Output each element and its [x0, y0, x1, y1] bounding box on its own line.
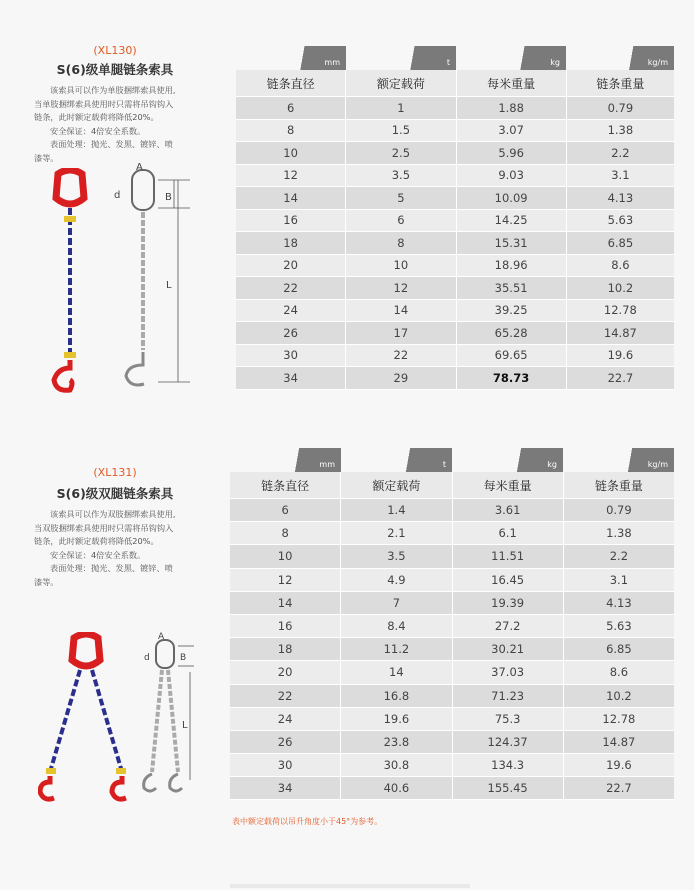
table-cell: 155.45 — [453, 777, 564, 799]
table-cell: 19.39 — [453, 592, 564, 614]
double-leg-chain-image — [38, 632, 138, 812]
table-row — [230, 569, 674, 592]
single-leg-diagram — [108, 160, 198, 395]
desc-line: 漆等。 — [34, 576, 59, 587]
table-cell: 16.8 — [341, 685, 452, 707]
diagram-label-d: d — [144, 653, 150, 663]
header-cell: 每米重量 — [453, 472, 564, 498]
table-row — [236, 120, 674, 143]
table-cell: 5.96 — [457, 142, 567, 164]
table-cell: 5.63 — [606, 619, 632, 634]
table-cell: 24 — [236, 300, 346, 322]
table-cell: 65.28 — [457, 322, 567, 344]
single-leg-chain-image — [40, 168, 100, 398]
desc-line: 该索具可以作为单肢捆绑索具使用, — [50, 85, 176, 95]
table-cell: 75.3 — [453, 708, 564, 730]
diagram-label-l: L — [182, 720, 188, 731]
table-cell: 8.6 — [609, 665, 629, 680]
table-cell: 6.85 — [607, 235, 634, 250]
table-cell: 10 — [236, 142, 346, 164]
header-cell: 链条直径 — [236, 70, 346, 96]
diagram-label-a: A — [158, 632, 165, 642]
desc-line: 安全保证：4倍安全系数。 — [50, 549, 146, 560]
table-cell: 23.8 — [341, 731, 452, 753]
table-row — [230, 661, 674, 684]
desc-line: 该索具可以作为双肢捆绑索具使用, — [50, 509, 176, 519]
table-row — [236, 255, 674, 278]
table-cell: 2.1 — [341, 522, 452, 544]
table-cell: 6 — [230, 499, 341, 521]
table-cell: 26 — [230, 731, 341, 753]
table-cell: 12.78 — [602, 711, 636, 726]
table-cell: 16 — [230, 615, 341, 637]
table-cell: 14.87 — [602, 734, 636, 749]
table-cell: 14 — [341, 661, 452, 683]
product-code: (XL131) — [93, 466, 137, 479]
table-cell: 19.6 — [607, 348, 634, 363]
table-cell: 3.1 — [609, 572, 629, 587]
product-title: S(6)级单腿链条索具 — [56, 62, 174, 77]
table-cell: 19.6 — [606, 758, 632, 773]
header-cell: 链条重量 — [596, 76, 645, 91]
diagram-label-l: L — [166, 280, 172, 291]
desc-line: 漆等。 — [34, 152, 59, 163]
table-cell: 3.5 — [346, 165, 456, 187]
table-row — [230, 685, 674, 708]
table-cell: 14.25 — [457, 210, 567, 232]
desc-line: 表面处理：抛光、发黑、镀锌、喷 — [50, 139, 173, 149]
header-cell: 链条直径 — [230, 472, 341, 498]
table-cell: 14 — [346, 300, 456, 322]
table-cell: 7 — [341, 592, 452, 614]
desc-line: 当单肢捆绑索具使用时只需将吊钩钩入 — [34, 98, 174, 109]
product-code: (XL130) — [93, 44, 137, 57]
table-cell: 4.13 — [607, 190, 634, 205]
table-cell: 3.07 — [457, 120, 567, 142]
table-cell: 9.03 — [457, 165, 567, 187]
desc-line: 链条，此时额定载荷将降低20%。 — [34, 112, 159, 122]
header-cell: 链条重量 — [594, 478, 643, 493]
product-description — [34, 84, 212, 165]
product-description — [34, 508, 212, 589]
spec-table — [230, 448, 674, 800]
table-cell: 12 — [230, 569, 341, 591]
table-cell: 20 — [230, 661, 341, 683]
table-cell: 18 — [236, 232, 346, 254]
diagram-label-d: d — [114, 190, 121, 201]
table-cell: 29 — [346, 367, 456, 389]
table-cell: 2.5 — [346, 142, 456, 164]
diagram-label-b: B — [165, 192, 172, 203]
unit-kg: kg — [456, 46, 566, 70]
table-cell: 2.2 — [609, 549, 629, 564]
table-cell: 6 — [346, 210, 456, 232]
table-cell: 30 — [236, 345, 346, 367]
table-cell: 40.6 — [341, 777, 452, 799]
table-row — [236, 277, 674, 300]
table-cell: 8.4 — [341, 615, 452, 637]
table-cell: 11.51 — [453, 545, 564, 567]
table-cell: 10.2 — [606, 688, 632, 703]
unit-kgm: kg/m — [566, 46, 674, 70]
unit-row — [236, 46, 674, 70]
footer-strip — [230, 884, 470, 888]
table-row — [236, 322, 674, 345]
table-cell: 5.63 — [607, 213, 634, 228]
table-cell: 14.87 — [603, 325, 637, 340]
table-cell: 22 — [230, 685, 341, 707]
table-cell: 0.79 — [607, 100, 634, 115]
table-row — [230, 777, 674, 800]
table-cell: 1 — [346, 97, 456, 119]
table-cell: 4.13 — [606, 595, 632, 610]
table-cell: 8 — [230, 522, 341, 544]
table-cell: 16.45 — [453, 569, 564, 591]
table-row — [236, 165, 674, 188]
table-row — [236, 232, 674, 255]
table-body — [236, 97, 674, 390]
table-note: 表中额定载荷以吊升角度小于45°为参考。 — [232, 817, 383, 826]
table-cell: 3.61 — [453, 499, 564, 521]
table-row — [230, 708, 674, 731]
table-cell: 16 — [236, 210, 346, 232]
table-cell: 22 — [236, 277, 346, 299]
table-row — [236, 97, 674, 120]
table-row — [230, 615, 674, 638]
table-cell: 22.7 — [607, 370, 634, 385]
table-cell: 1.38 — [606, 526, 632, 541]
table-cell: 39.25 — [457, 300, 567, 322]
table-cell: 22 — [346, 345, 456, 367]
table-cell: 19.6 — [341, 708, 452, 730]
table-cell: 15.31 — [457, 232, 567, 254]
table-row — [236, 187, 674, 210]
table-cell: 3.5 — [341, 545, 452, 567]
header-cell: 额定载荷 — [346, 70, 456, 96]
table-row — [230, 592, 674, 615]
table-cell: 10 — [230, 545, 341, 567]
diagram-label-b: B — [180, 653, 187, 663]
table-cell: 12 — [236, 165, 346, 187]
table-cell: 26 — [236, 322, 346, 344]
section-double-leg — [0, 440, 694, 840]
table-cell: 1.88 — [457, 97, 567, 119]
table-cell: 10.2 — [607, 280, 634, 295]
table-cell: 78.73 — [457, 367, 567, 389]
table-cell: 27.2 — [453, 615, 564, 637]
table-cell: 6.85 — [606, 642, 632, 657]
table-cell: 30.21 — [453, 638, 564, 660]
table-header — [236, 70, 674, 97]
table-cell: 134.3 — [453, 754, 564, 776]
table-row — [236, 210, 674, 233]
table-cell: 1.4 — [341, 499, 452, 521]
table-cell: 34 — [236, 367, 346, 389]
desc-line: 安全保证：4倍安全系数。 — [50, 125, 146, 136]
table-cell: 10.09 — [457, 187, 567, 209]
header-cell: 每米重量 — [457, 70, 567, 96]
table-cell: 18.96 — [457, 255, 567, 277]
desc-line: 当双肢捆绑索具使用时只需将吊钩钩入 — [34, 522, 174, 533]
table-row — [230, 638, 674, 661]
table-cell: 18 — [230, 638, 341, 660]
table-cell: 3.1 — [611, 168, 630, 183]
table-cell: 24 — [230, 708, 341, 730]
table-cell: 124.37 — [453, 731, 564, 753]
table-row — [236, 142, 674, 165]
table-row — [236, 300, 674, 323]
table-cell: 12 — [346, 277, 456, 299]
section-single-leg — [0, 0, 694, 420]
table-cell: 30.8 — [341, 754, 452, 776]
table-cell: 22.7 — [606, 781, 632, 796]
table-cell: 14 — [236, 187, 346, 209]
table-row — [236, 345, 674, 368]
unit-t: t — [341, 448, 452, 472]
spec-table — [236, 46, 674, 390]
table-cell: 11.2 — [341, 638, 452, 660]
diagram-label-a: A — [136, 162, 143, 173]
product-title: S(6)级双腿链条索具 — [56, 486, 174, 501]
unit-t: t — [346, 46, 456, 70]
table-cell: 14 — [230, 592, 341, 614]
table-body — [230, 499, 674, 800]
table-row — [230, 754, 674, 777]
table-header — [230, 472, 674, 499]
unit-row — [230, 448, 674, 472]
unit-mm: mm — [230, 448, 341, 472]
table-cell: 71.23 — [453, 685, 564, 707]
table-cell: 37.03 — [453, 661, 564, 683]
table-cell: 34 — [230, 777, 341, 799]
table-cell: 8 — [346, 232, 456, 254]
table-row — [230, 522, 674, 545]
desc-line: 链条，此时额定载荷将降低20%。 — [34, 536, 159, 546]
unit-kgm: kg/m — [563, 448, 674, 472]
table-cell: 0.79 — [606, 503, 632, 518]
table-cell: 6.1 — [453, 522, 564, 544]
table-cell: 6 — [236, 97, 346, 119]
table-cell: 2.2 — [611, 145, 630, 160]
header-cell: 额定载荷 — [341, 472, 452, 498]
table-row — [236, 367, 674, 390]
table-row — [230, 545, 674, 568]
table-cell: 10 — [346, 255, 456, 277]
table-cell: 5 — [346, 187, 456, 209]
unit-mm: mm — [236, 46, 346, 70]
unit-kg: kg — [452, 448, 563, 472]
table-cell: 30 — [230, 754, 341, 776]
table-cell: 1.38 — [607, 123, 634, 138]
table-row — [230, 731, 674, 754]
table-cell: 8.6 — [611, 258, 630, 273]
table-row — [230, 499, 674, 522]
table-cell: 8 — [236, 120, 346, 142]
table-cell: 35.51 — [457, 277, 567, 299]
table-cell: 17 — [346, 322, 456, 344]
table-cell: 4.9 — [341, 569, 452, 591]
table-cell: 1.5 — [346, 120, 456, 142]
table-cell: 20 — [236, 255, 346, 277]
table-cell: 69.65 — [457, 345, 567, 367]
double-leg-diagram — [138, 632, 228, 802]
desc-line: 表面处理：抛光、发黑、镀锌、喷 — [50, 563, 173, 573]
table-cell: 12.78 — [603, 303, 637, 318]
